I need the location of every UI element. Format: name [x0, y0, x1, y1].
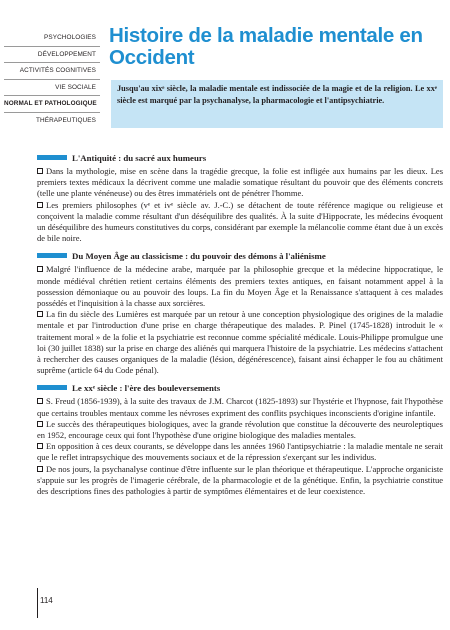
paragraph: De nos jours, la psychanalyse continue d'être influente sur le plan théorique et thérapeutique. L'approche organiciste s'appuie sur les progrès de l'imagerie cérébrale, de la pharmacologie et de la génétique. Enfin, la psychiatrie constitue des descriptions fines des pathologies à partir de symptômes élémentaires et de leur coexistence. [37, 463, 443, 497]
section-title: Du Moyen Âge au classicisme : du pouvoir des démons à l'aliénisme [72, 250, 326, 261]
heading-bar [37, 155, 67, 160]
checkbox-bullet-icon [37, 168, 43, 174]
paragraph: Dans la mythologie, mise en scène dans la tragédie grecque, la folie est infligée aux humains par les dieux. Les premiers textes médicaux la décrivent comme une maladie somatique résultant du pouvoir que des éléments concrets (telle une plante vénéneuse) ou des êtres immatériels ont de pénétrer l'homme. [37, 166, 443, 199]
nav-item-vie-sociale[interactable]: VIE SOCIALE [4, 80, 100, 97]
page-number-rule [37, 588, 38, 618]
paragraph: En opposition à ces deux courants, se développe dans les années 1960 l'antipsychiatrie : la maladie mentale ne serait que le reflet intrapsychique des mouvements sociaux et de la répression s'exerçant sur les individus. [37, 441, 443, 463]
paragraph: Malgré l'influence de la médecine arabe, marquée par la philosophie grecque et la médecine hippocratique, le monde médiéval chrétien retient certains éléments des premiers textes antiques, en faisant notamment appel à la possession démoniaque ou au pouvoir des loups. La fin du Moyen Âge et la Renaissance s'attaquent à ces malades possédés et l'inquisition à la chasse aux sorcières. [37, 264, 443, 309]
checkbox-bullet-icon [37, 311, 43, 317]
section-heading [37, 151, 443, 164]
intro-box: Jusqu'au xixᵉ siècle, la maladie mentale est indissociée de la magie et de la religion. Le xxᵉ siècle est marqué par la psychanalyse, la pharmacologie et l'antipsychiatrie. [111, 80, 443, 128]
checkbox-bullet-icon [37, 466, 43, 472]
nav-item-normal-et-pathologique[interactable]: NORMAL ET PATHOLOGIQUE [4, 96, 100, 113]
checkbox-bullet-icon [37, 443, 43, 449]
checkbox-bullet-icon [37, 266, 43, 272]
paragraph: La fin du siècle des Lumières est marquée par un retour à une conception physiologique des origines de la maladie mentale et par l'introduction d'une prise en charge thérapeutique des malades. P. Pinel (1745-1828) introduit le « traitement moral » de la folie et la psychiatrie est reconnue comme spécialité médicale. Louis-Philippe promulgue une loi (30 juillet 1838) sur la prise en charge des aliénés qui marquera l'histoire de la psychiatrie. Les médecins s'attachent à rechercher des causes organiques de la maladie (lésion, dégénérescence), faisant ainsi échapper le fou au châtiment suprême (article 64 du Code pénal). [37, 309, 443, 376]
heading-bar [37, 253, 67, 258]
checkbox-bullet-icon [37, 202, 43, 208]
nav-item-activites-cognitives[interactable]: ACTIVITÉS COGNITIVES [4, 63, 100, 80]
section-heading [37, 249, 443, 262]
nav-item-psychologies[interactable]: PSYCHOLOGIES [4, 30, 100, 47]
article-body [37, 151, 443, 497]
page-title: Histoire de la maladie mentale en Occident [109, 24, 423, 69]
paragraph: Le succès des thérapeutiques biologiques, avec la grande révolution que constitue la découverte des neuroleptiques en 1952, encourage ceux qui font l'hypothèse d'une origine biologique des maladies mentales. [37, 418, 443, 441]
section-nav [4, 30, 100, 130]
section-title: Le xxᵉ siècle : l'ère des bouleversements [72, 382, 221, 393]
nav-item-developpement[interactable]: DÉVELOPPEMENT [4, 47, 100, 64]
checkbox-bullet-icon [37, 421, 43, 427]
paragraph: Les premiers philosophes (vᵉ et ivᵉ siècle av. J.-C.) se détachent de toute référence magique ou religieuse et conçoivent la maladie comme résultant d'un déséquilibre des qualités. À la suite d'Hippocrate, les médecins évoquent un déséquilibre des humeurs constitutives du corps, considérant par exemple la mélancolie comme étant due à un excès de bile noire. [37, 199, 443, 244]
nav-item-therapeutiques[interactable]: THÉRAPEUTIQUES [36, 116, 96, 124]
section-title: L'Antiquité : du sacré aux humeurs [72, 152, 207, 163]
checkbox-bullet-icon [37, 398, 43, 404]
page-number: 114 [40, 596, 53, 605]
paragraph: S. Freud (1856-1939), à la suite des travaux de J.M. Charcot (1825-1893) sur l'hystérie et l'hypnose, fait l'hypothèse que certains troubles mentaux comme les névroses expriment des conflits psychiques inconscients d'origine infantile. [37, 396, 443, 418]
heading-bar [37, 385, 67, 390]
section-heading [37, 381, 443, 394]
